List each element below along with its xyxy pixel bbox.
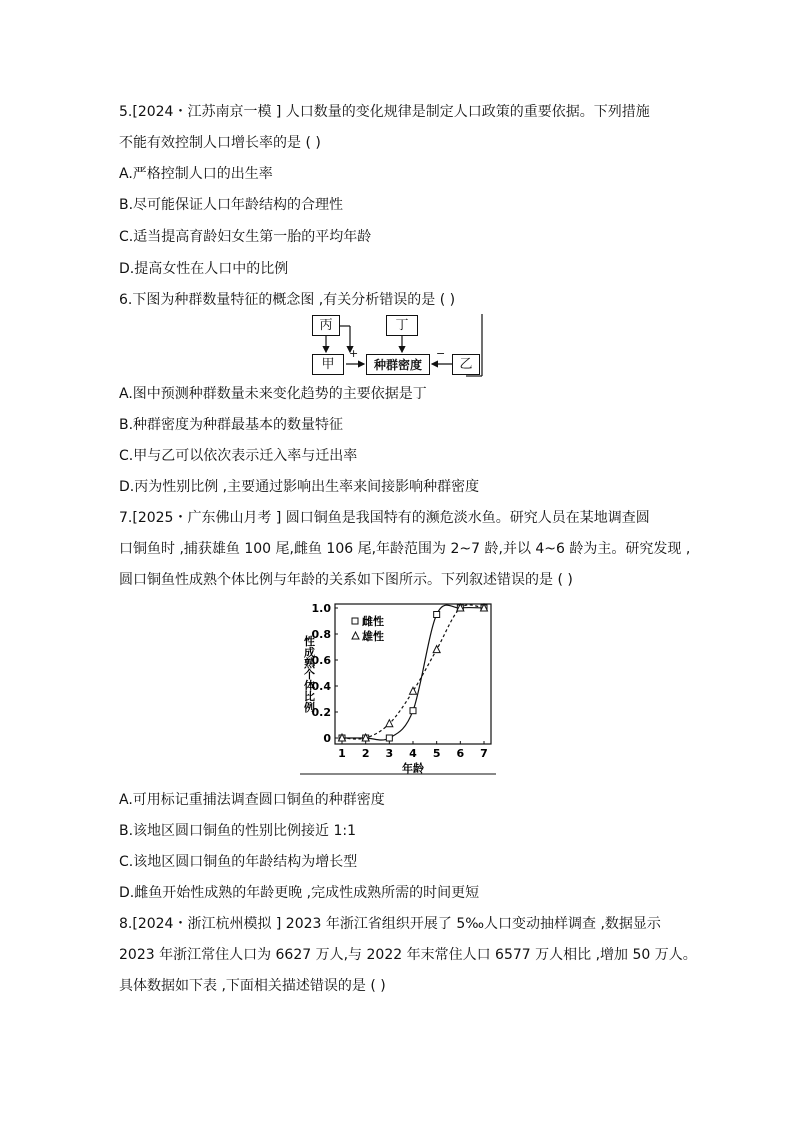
y-tick-label: 0.4 bbox=[311, 680, 331, 693]
maturity-chart-svg bbox=[298, 598, 498, 776]
legend-label-male: 雄性 bbox=[362, 630, 384, 643]
q6-option-a: A.图中预测种群数量未来变化趋势的主要依据是丁 bbox=[119, 386, 427, 402]
x-tick-label: 4 bbox=[409, 747, 417, 760]
q5-option-c: C.适当提高育龄妇女生第一胎的平均年龄 bbox=[119, 229, 372, 245]
q6-option-b: B.种群密度为种群最基本的数量特征 bbox=[119, 417, 344, 433]
box-population-density: 种群密度 bbox=[366, 354, 430, 375]
legend-triangle-marker bbox=[352, 632, 359, 639]
y-tick-label: 0.2 bbox=[311, 706, 331, 719]
q6-concept-diagram bbox=[300, 312, 490, 378]
x-tick-label: 1 bbox=[338, 747, 346, 760]
q6-stem: 6.下图为种群数量特征的概念图 ,有关分析错误的是 ( ) bbox=[119, 292, 456, 308]
q6-option-c: C.甲与乙可以依次表示迁入率与迁出率 bbox=[119, 448, 358, 464]
q5-stem-line1: 5.[2024・江苏南京一模 ] 人口数量的变化规律是制定人口政策的重要依据。下列措施 bbox=[119, 104, 650, 120]
y-tick-label: 0.6 bbox=[311, 654, 331, 667]
q8-stem-line2: 2023 年浙江常住人口为 6627 万人,与 2022 年末常住人口 6577 万人相比 ,增加 50 万人。 bbox=[119, 947, 697, 963]
y-axis-label: 性成熟个体比例 bbox=[302, 635, 316, 713]
q7-option-c: C.该地区圆口铜鱼的年龄结构为增长型 bbox=[119, 854, 358, 870]
minus-sign: − bbox=[436, 347, 446, 360]
box-yi: 乙 bbox=[452, 354, 480, 375]
legend-label-female: 雌性 bbox=[362, 615, 384, 628]
q7-stem-line2: 口铜鱼时 ,捕获雄鱼 100 尾,雌鱼 106 尾,年龄范围为 2~7 龄,并以 4~6 龄为主。研究发现 , bbox=[119, 541, 691, 557]
x-tick-label: 7 bbox=[480, 747, 488, 760]
box-jia: 甲 bbox=[312, 354, 344, 375]
box-bing: 丙 bbox=[312, 315, 340, 336]
q5-option-d: D.提高女性在人口中的比例 bbox=[119, 261, 289, 277]
q7-stem-line1: 7.[2025・广东佛山月考 ] 圆口铜鱼是我国特有的濒危淡水鱼。研究人员在某地调查圆 bbox=[119, 510, 650, 526]
q7-stem-line3: 圆口铜鱼性成熟个体比例与年龄的关系如下图所示。下列叙述错误的是 ( ) bbox=[119, 572, 573, 588]
x-tick-label: 6 bbox=[456, 747, 465, 760]
q5-stem-line2: 不能有效控制人口增长率的是 ( ) bbox=[119, 135, 321, 151]
x-tick-label: 2 bbox=[361, 747, 370, 760]
q6-option-d: D.丙为性别比例 ,主要通过影响出生率来间接影响种群密度 bbox=[119, 479, 480, 495]
data-point-female bbox=[410, 708, 416, 714]
y-tick-label: 0.8 bbox=[311, 628, 331, 641]
data-point-female bbox=[434, 612, 440, 618]
x-axis-label: 年龄 bbox=[402, 762, 424, 775]
box-ding: 丁 bbox=[386, 315, 418, 336]
y-tick-label: 1.0 bbox=[311, 602, 331, 615]
data-point-male bbox=[433, 646, 440, 653]
x-tick-label: 3 bbox=[385, 747, 394, 760]
y-tick-label: 0 bbox=[323, 732, 331, 745]
q7-option-a: A.可用标记重捕法调查圆口铜鱼的种群密度 bbox=[119, 792, 385, 808]
q7-option-b: B.该地区圆口铜鱼的性别比例接近 1:1 bbox=[119, 823, 357, 839]
q8-stem-line3: 具体数据如下表 ,下面相关描述错误的是 ( ) bbox=[119, 978, 386, 994]
q7-option-d: D.雌鱼开始性成熟的年龄更晚 ,完成性成熟所需的时间更短 bbox=[119, 885, 480, 901]
x-tick-label: 5 bbox=[432, 747, 441, 760]
q8-stem-line1: 8.[2024・浙江杭州模拟 ] 2023 年浙江省组织开展了 5‰人口变动抽样调查 ,数据显示 bbox=[119, 916, 661, 932]
q5-option-a: A.严格控制人口的出生率 bbox=[119, 166, 273, 182]
plot-frame bbox=[335, 604, 491, 744]
plus-sign: + bbox=[349, 347, 359, 360]
legend bbox=[352, 614, 384, 643]
legend-square-marker bbox=[352, 618, 358, 624]
q5-option-b: B.尽可能保证人口年龄结构的合理性 bbox=[119, 197, 344, 213]
data-point-female bbox=[386, 735, 392, 741]
maturity-chart bbox=[298, 598, 498, 776]
